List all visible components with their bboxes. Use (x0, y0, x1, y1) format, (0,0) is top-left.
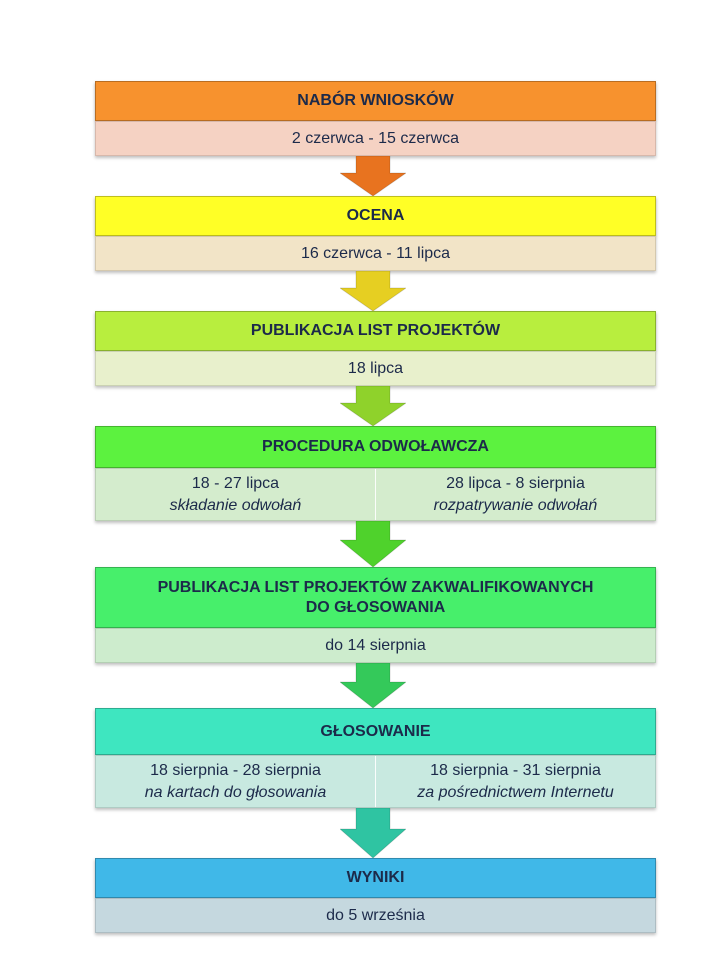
down-arrow-icon (340, 521, 406, 567)
down-arrow-icon (340, 271, 406, 311)
down-arrow-icon (340, 663, 406, 708)
stage-7 (95, 858, 656, 933)
stage-title-line: PUBLIKACJA LIST PROJEKTÓW (250, 322, 501, 339)
stage-dates-split (95, 468, 656, 521)
stage-4 (95, 426, 656, 521)
down-arrow-shape (340, 271, 406, 311)
down-arrow-shape (340, 386, 406, 426)
down-arrow-shape (340, 156, 406, 196)
down-arrow-shape (340, 663, 406, 708)
stage-title (95, 311, 656, 351)
stage-title-line: PROCEDURA ODWOŁAWCZA (262, 438, 489, 455)
stage-dates: do 14 sierpnia (95, 628, 656, 663)
down-arrow-icon (340, 386, 406, 426)
stage-column (96, 469, 375, 520)
stage-title (95, 426, 656, 468)
stage-6 (95, 708, 656, 808)
column-description: składanie odwołań (169, 496, 302, 514)
stage-title (95, 858, 656, 898)
column-dates: 28 lipca - 8 sierpnia (446, 474, 585, 492)
stage-5 (95, 567, 656, 663)
stage-title (95, 708, 656, 755)
stage-dates: 18 lipca (95, 351, 656, 386)
column-dates: 18 sierpnia - 28 sierpnia (150, 761, 321, 779)
stage-title (95, 81, 656, 121)
down-arrow-icon (340, 156, 406, 196)
column-dates: 18 - 27 lipca (191, 474, 280, 492)
stage-title-line: GŁOSOWANIE (320, 722, 431, 740)
stage-3 (95, 311, 656, 386)
stage-title-line: PUBLIKACJA LIST PROJEKTÓW ZAKWALIFIKOWANYCH (157, 578, 594, 596)
stage-column (375, 756, 655, 807)
column-description: za pośrednictwem Internetu (417, 783, 614, 801)
stage-column (375, 469, 655, 520)
stage-title (95, 567, 656, 628)
stage-title-line: DO GŁOSOWANIA (305, 598, 446, 616)
stage-title (95, 196, 656, 236)
stage-dates: 2 czerwca - 15 czerwca (95, 121, 656, 156)
stage-2 (95, 196, 656, 271)
stage-dates-split (95, 755, 656, 808)
stage-dates: do 5 września (95, 898, 656, 933)
stage-1 (95, 81, 656, 156)
stage-title-line: NABÓR WNIOSKÓW (297, 92, 454, 109)
stage-title-line: OCENA (346, 207, 405, 224)
stage-title-line: WYNIKI (346, 869, 405, 886)
stage-column (96, 756, 375, 807)
down-arrow-shape (340, 521, 406, 567)
down-arrow-icon (340, 808, 406, 858)
down-arrow-shape (340, 808, 406, 858)
stage-dates: 16 czerwca - 11 lipca (95, 236, 656, 271)
column-dates: 18 sierpnia - 31 sierpnia (430, 761, 601, 779)
column-description: na kartach do głosowania (144, 783, 327, 801)
column-description: rozpatrywanie odwołań (433, 496, 598, 514)
